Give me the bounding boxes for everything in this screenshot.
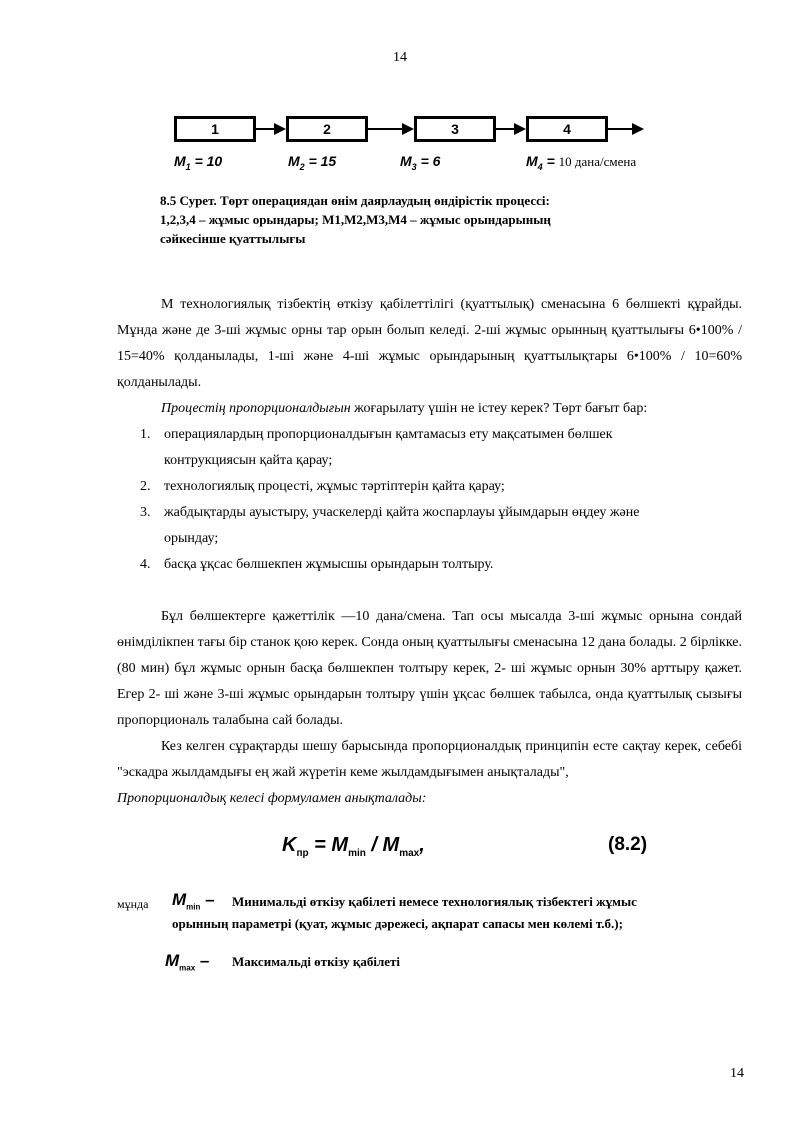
m-min-symbol: $M_{min}$ – bbox=[172, 890, 215, 912]
capacity-label-3: $M_3 = 6$ bbox=[400, 153, 441, 172]
arrow-line-2 bbox=[368, 128, 404, 130]
operation-box-3: 3 bbox=[414, 116, 496, 142]
paragraph-2 bbox=[117, 396, 742, 422]
paragraph-1: М технологиялық тізбектің өткізу қабілеттілігі (қуаттылық) сменасына 6 бөлшекті құрайды. Мұнда және де 3-ші жұмыс орны тар орын болып келеді. 2-ші жұмыс орынның қуаттылығы 6•100% / 15=40% қолданылады, 1-ші және 4-ші жұмыс орындарының қуаттылықтары 6•100% / 10=60% қолданылады. bbox=[117, 297, 742, 390]
list-number: 2. bbox=[140, 479, 151, 494]
body-text-2 bbox=[117, 604, 742, 812]
list-item bbox=[140, 474, 660, 500]
capacity-label-4: $M_4 = 10$ дана/смена bbox=[526, 153, 637, 172]
m-min-definition-line-1: Минимальді өткізу қабілеті немесе технологиялық тізбектегі жұмыс bbox=[232, 894, 637, 909]
list-text: жабдықтарды ауыстыру, учаскелерді қайта жоспарлауы ұйымдарын өңдеу және орындау; bbox=[164, 505, 640, 546]
list-number: 4. bbox=[140, 557, 151, 572]
page-number-bottom: 14 bbox=[730, 1066, 744, 1081]
m-max-symbol: $M_{max}$ – bbox=[165, 951, 210, 973]
list-text: басқа ұқсас бөлшекпен жұмысшы орындарын толтыру. bbox=[164, 557, 494, 572]
m-min-definition-line-2: орынның параметрі (қуат, жұмыс дәрежесі, ақпарат сапасы мен көлемі т.б.); bbox=[172, 916, 623, 931]
page-number-top: 14 bbox=[393, 50, 407, 65]
paragraph-3: Бұл бөлшектерге қажеттілік —10 дана/смена. Тап осы мысалда 3-ші жұмыс орнына сондай өнімділікпен тағы бір станок қою керек. Сонда оның қуаттылығы сменасына 12 дана болады. 2 бірлікке.(80 мин) бұл жұмыс орнын басқа бөлшекпен толтыру керек, 2- ші жұмыс орнын 30% арттыру қажет. Егер 2- ші және 3-ші жұмыс орындарын толтыру үшін ұқсас бөлшек табылса, онда қуаттылық сызығы пропорциональ талабына сай болады. bbox=[117, 609, 742, 728]
paragraph-4-italic: Пропорционалдық келесі формуламен анықталады: bbox=[117, 791, 427, 806]
paragraph-4: Кез келген сұрақтарды шешу барысында пропорционалдық принципін есте сақтау керек, себебі "эскадра жылдамдығы ең жай жүретін кеме жылдамдығымен анықталады", bbox=[117, 739, 742, 780]
proportionality-formula: $K_{пр} = M_{min} / M_{max}$, bbox=[282, 834, 425, 859]
arrow-line-3 bbox=[496, 128, 516, 130]
list-item bbox=[140, 552, 660, 578]
paragraph-2-italic: Процестің пропорционалдығын bbox=[161, 401, 351, 416]
arrow-icon bbox=[274, 123, 286, 135]
arrow-icon bbox=[402, 123, 414, 135]
operation-box-4: 4 bbox=[526, 116, 608, 142]
capacity-label-2: $M_2 = 15$ bbox=[288, 153, 337, 172]
directions-list bbox=[140, 422, 660, 578]
arrow-line-4 bbox=[608, 128, 634, 130]
formula-number: (8.2) bbox=[608, 834, 648, 855]
list-text: технологиялық процесті, жұмыс тәртіптерін қайта қарау; bbox=[164, 479, 505, 494]
where-label: мұнда bbox=[117, 897, 149, 911]
operation-box-1: 1 bbox=[174, 116, 256, 142]
arrow-icon bbox=[632, 123, 644, 135]
capacity-label-1: $M_1 = 10$ bbox=[174, 153, 223, 172]
list-number: 1. bbox=[140, 427, 151, 442]
capacity-unit: 10 дана/смена bbox=[558, 154, 637, 169]
body-text-1 bbox=[117, 292, 742, 422]
caption-line-1: 8.5 Сурет. Төрт операциядан өнім даярлаудың өндірістік процессі: bbox=[160, 193, 550, 208]
list-number: 3. bbox=[140, 505, 151, 520]
list-item bbox=[140, 500, 660, 552]
caption-line-3: сәйкесінше қуаттылығы bbox=[160, 231, 306, 246]
m-max-definition: Максимальді өткізу қабілеті bbox=[232, 954, 401, 969]
list-text: операциялардың пропорционалдығын қамтамасыз ету мақсатымен бөлшек контрукциясын қайта қарау; bbox=[164, 427, 613, 468]
paragraph-2-rest: жоғарылату үшін не істеу керек? Төрт бағыт бар: bbox=[350, 401, 648, 416]
process-diagram bbox=[160, 110, 680, 180]
list-item bbox=[140, 422, 660, 474]
caption-line-2: 1,2,3,4 – жұмыс орындары; М1,М2,М3,М4 – жұмыс орындарының bbox=[160, 212, 551, 227]
figure-caption bbox=[160, 191, 700, 248]
arrow-line-1 bbox=[256, 128, 276, 130]
arrow-icon bbox=[514, 123, 526, 135]
operation-box-2: 2 bbox=[286, 116, 368, 142]
